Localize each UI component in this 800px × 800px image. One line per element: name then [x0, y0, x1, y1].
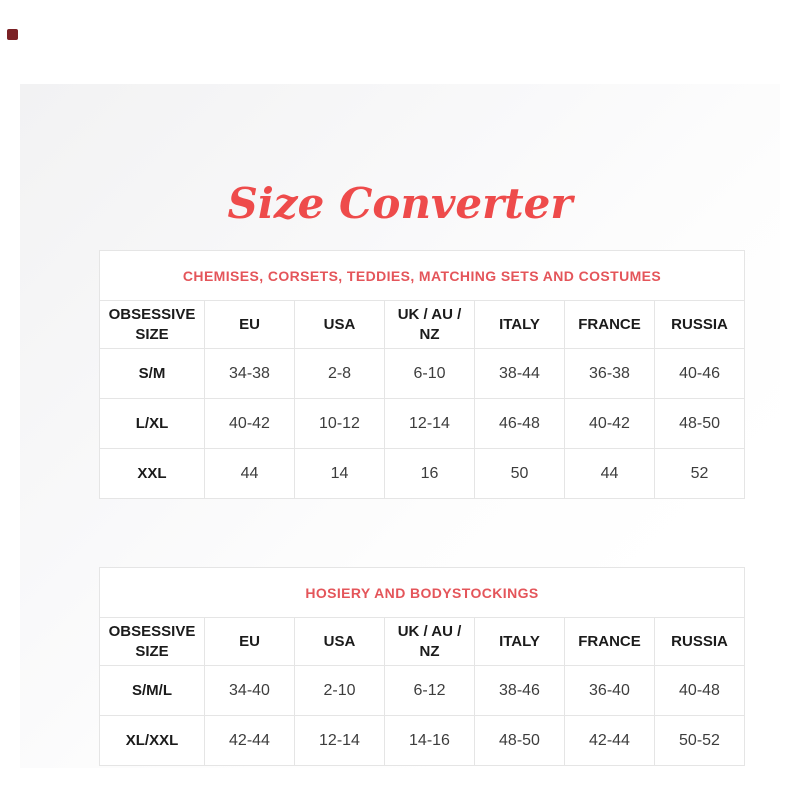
size-value-cell: 34-40: [205, 666, 295, 716]
column-header: EU: [205, 618, 295, 666]
column-header: OBSESSIVE SIZE: [100, 618, 205, 666]
size-value-cell: 16: [385, 449, 475, 499]
column-header: ITALY: [475, 301, 565, 349]
column-header: UK / AU / NZ: [385, 301, 475, 349]
size-value-cell: 40-48: [655, 666, 745, 716]
size-table: [99, 250, 745, 499]
size-value-cell: 48-50: [475, 716, 565, 766]
table-title: CHEMISES, CORSETS, TEDDIES, MATCHING SETS AND COSTUMES: [100, 251, 745, 301]
table-row: [100, 666, 745, 716]
column-header: RUSSIA: [655, 301, 745, 349]
size-value-cell: 2-10: [295, 666, 385, 716]
corner-marker: [7, 29, 18, 40]
size-value-cell: 12-14: [385, 399, 475, 449]
size-value-cell: 42-44: [565, 716, 655, 766]
row-label: S/M/L: [100, 666, 205, 716]
table-row: [100, 349, 745, 399]
column-header: EU: [205, 301, 295, 349]
table-title: HOSIERY AND BODYSTOCKINGS: [100, 568, 745, 618]
size-table-hosiery-bodystockings: [99, 567, 746, 766]
size-value-cell: 46-48: [475, 399, 565, 449]
column-header: ITALY: [475, 618, 565, 666]
size-value-cell: 40-42: [565, 399, 655, 449]
size-value-cell: 38-44: [475, 349, 565, 399]
size-value-cell: 44: [565, 449, 655, 499]
size-value-cell: 6-10: [385, 349, 475, 399]
size-value-cell: 14: [295, 449, 385, 499]
page-title: Size Converter: [227, 179, 573, 228]
column-header: FRANCE: [565, 301, 655, 349]
row-label: L/XL: [100, 399, 205, 449]
size-value-cell: 48-50: [655, 399, 745, 449]
size-value-cell: 52: [655, 449, 745, 499]
size-value-cell: 2-8: [295, 349, 385, 399]
size-table-chemises-corsets: [99, 250, 746, 499]
size-table: [99, 567, 745, 766]
column-header: USA: [295, 301, 385, 349]
size-value-cell: 36-38: [565, 349, 655, 399]
row-label: XL/XXL: [100, 716, 205, 766]
size-value-cell: 36-40: [565, 666, 655, 716]
size-value-cell: 6-12: [385, 666, 475, 716]
column-header: OBSESSIVE SIZE: [100, 301, 205, 349]
size-value-cell: 40-46: [655, 349, 745, 399]
table-row: [100, 399, 745, 449]
size-value-cell: 50-52: [655, 716, 745, 766]
row-label: XXL: [100, 449, 205, 499]
size-value-cell: 42-44: [205, 716, 295, 766]
size-value-cell: 10-12: [295, 399, 385, 449]
size-value-cell: 44: [205, 449, 295, 499]
column-header: FRANCE: [565, 618, 655, 666]
size-value-cell: 14-16: [385, 716, 475, 766]
column-header: UK / AU / NZ: [385, 618, 475, 666]
column-header: USA: [295, 618, 385, 666]
size-converter-panel: [20, 84, 780, 768]
row-label: S/M: [100, 349, 205, 399]
size-value-cell: 12-14: [295, 716, 385, 766]
table-row: [100, 716, 745, 766]
column-header: RUSSIA: [655, 618, 745, 666]
size-value-cell: 50: [475, 449, 565, 499]
table-row: [100, 449, 745, 499]
size-value-cell: 34-38: [205, 349, 295, 399]
size-value-cell: 40-42: [205, 399, 295, 449]
size-value-cell: 38-46: [475, 666, 565, 716]
